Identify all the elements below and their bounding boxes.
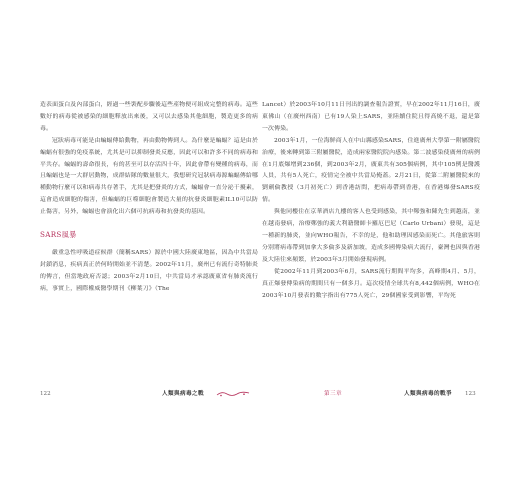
right-page-number: 123	[465, 391, 476, 397]
left-page-number: 122	[40, 391, 51, 397]
left-footer	[40, 387, 258, 401]
right-footer	[262, 387, 480, 401]
right-paragraph-1: Lancet）於2003年10月11日刊出的調查報告證實，早在2002年11月16日，廣東佛山（在廣州西南）已有19人染上SARS，並陸續住院且得高燒不退，還是第一次傳染。	[262, 102, 480, 132]
right-page	[262, 100, 480, 302]
right-paragraph-2: 2003年1月，一位海鮮商人在中山縣感染SARS，住進廣州大學第一附屬醫院治療，後來轉到第三附屬醫院，造成兩家醫院院內感染。第二波感染使廣州的病例在1月底爆增到236個，到2003年2月，廣東共有305個病例，其中105例是醫護人員，共有5人死亡，疫情完全被中共當局掩蓋。2月21日，從第二附屬醫院來的劉劍倫教授（3月初死亡）到香港訪問，把病毒帶到香港，在香港爆發SARS疫情。	[262, 137, 480, 204]
right-paragraph-4: 從2002年11月到2003年6月，SARS流行期間平均多，高峰期4月、5月，真正爆發傳染病的期間只有一個多月。這次疫情全球共有8,442個病例，WHO在2003年10月發表的數字指出有775人死亡，29個國家受到影響，平均死	[262, 268, 480, 299]
ornament-icon	[216, 390, 250, 398]
chapter-tag: 第三章	[324, 391, 342, 397]
right-running-title: 人類與病毒的戰爭	[404, 391, 452, 397]
section-heading: SARS風暴	[40, 230, 77, 240]
right-paragraph-3: 與他同樓住在京華酒店九樓的客人也受到感染，其中鄭強和陳先生到越南，並在越南發病，治療鄭強的義大利籍醫師卡羅厄巴尼（Carlo Urbani）發現，這是一種新的肺炎，並向WHO報告，不幸的是，他和助理因感染而死亡。其他旅客則分別將病毒帶到加拿大多倫多及新加坡，造成多國傳染病大流行，臺灣也因與香港及大陸往來頻繁，於2003年3月開始發現病例。	[262, 209, 480, 263]
left-paragraph-1: 造表面蛋白及內部蛋白，經過一些裝配步驟後這些產物便可組成完整的病毒。這些數好的病毒從被感染的細胞釋放出來後，又可以去感染其他細胞，製造更多的病毒。	[40, 102, 258, 132]
left-paragraph-2: 冠狀病毒可能是由蝙蝠傳給動物，再由動物傳到人。為什麼是蝙蝠？這是由於蝙蝠有很強的免疫系統，尤其是可以抑制發炎反應，因此可以和許多不同的病毒和平共存。蝙蝠的壽命很長，有的甚至可以存活四十年，因此會帶有變種的病毒，而且蝙蝠也是一大群居動物，成群結隊的數量很大，我想研究冠狀病毒源蝙蝠傳給哪種動物行麼可以和病毒共存著手，尤其是把發炎的方式，蝙蝠會一直分泌干擾素，這會造成細胞的傷害，但蝙蝠的巨噬細胞會製造大量的抗發炎細胞素IL10可以防止傷害，另外，蝙蝠也會演化出六個可抗病毒和抗發炎的基因。	[40, 137, 258, 216]
left-paragraph-3: 嚴重急性呼吸道症候群（簡稱SARS）源於中國大陸廣東地區，因為中共當局封鎖消息，疾病真正於何時開始並不清楚。2002年11月，廣州已有流行奇特肺炎的傳言，但當地政府否認；2003年2月10日，中共當局才承認廣東省有肺炎流行病，事實上，國際權威醫學期刊《柳葉刀》（The	[40, 250, 258, 292]
left-page	[40, 100, 258, 296]
left-running-title: 人類與病毒之戰	[162, 391, 204, 397]
